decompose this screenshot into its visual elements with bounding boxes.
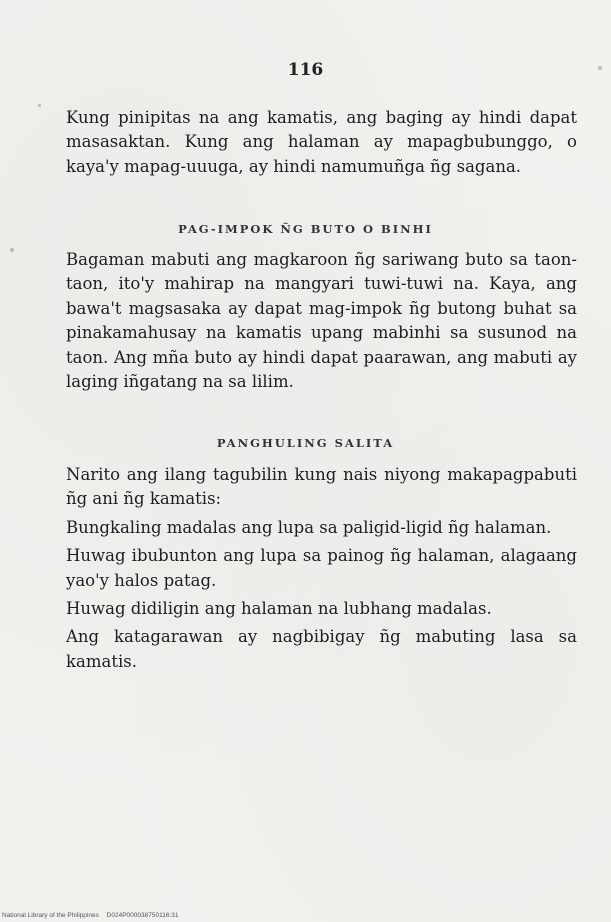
opening-paragraph: Kung pinipitas na ang kamatis, ang baging ay hindi dapat masasaktan. Kung ang halaman ay mapagbubunggo, o kaya'y mapag-uuuga, ay hindi namumuñga ñg sagana. — [66, 108, 577, 176]
section-heading-seed-saving: PAG-IMPOK ÑG BUTO O BINHI — [178, 222, 433, 236]
final-words-section — [66, 463, 577, 674]
paper-speck — [38, 104, 41, 107]
footer-library: National Library of the Philippines — [2, 912, 99, 919]
tip-item: Bungkaling madalas ang lupa sa paligid-ligid ñg halaman. — [66, 517, 552, 537]
opening-section — [66, 106, 577, 179]
final-words-intro: Narito ang ilang tagubilin kung nais niyong makapagpabuti ñg ani ñg kamatis: — [66, 465, 577, 509]
footer-code: D024P000038750116:31 — [106, 912, 179, 919]
tip-item: Huwag ibubunton ang lupa sa painog ñg halaman, alagaang yao'y halos patag. — [66, 546, 577, 590]
tip-item: Huwag didiligin ang halaman na lubhang madalas. — [66, 599, 492, 619]
seed-saving-section — [66, 248, 577, 394]
page-number: 116 — [287, 60, 324, 80]
scan-footer — [2, 912, 178, 919]
seed-saving-paragraph: Bagaman mabuti ang magkaroon ñg sariwang buto sa taon-taon, ito'y mahirap na mangyari tuwi-tuwi na. Kaya, ang bawa't magsasaka ay dapat mag-impok ñg butong buhat sa pinakamahusay na kamatis upang mabinhi sa susunod na taon. Ang mña buto ay hindi dapat paarawan, ang mabuti ay laging iñgatang na sa lilim. — [66, 250, 577, 392]
paper-speck — [10, 248, 14, 252]
section-heading-final-words: PANGHULING SALITA — [216, 436, 395, 450]
tip-item: Ang katagarawan ay nagbibigay ñg mabuting lasa sa kamatis. — [66, 627, 577, 671]
